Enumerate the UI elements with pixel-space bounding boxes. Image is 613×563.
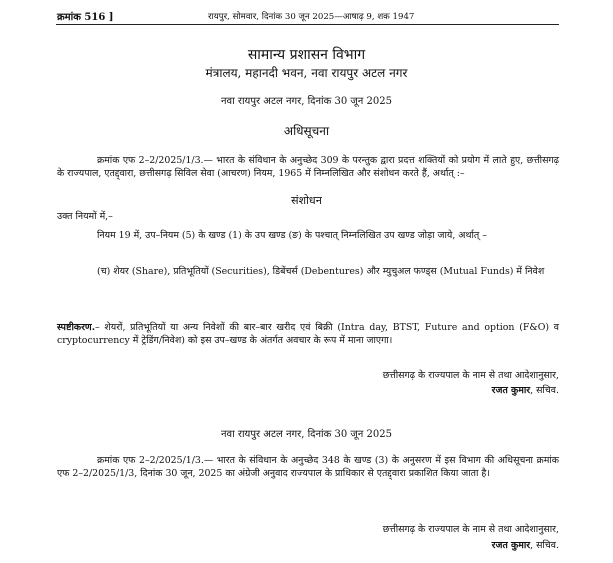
date-line-2: नवा रायपुर अटल नगर, दिनांक 30 जून 2025 [221,429,392,440]
signatory-name-1: रजत कुमार [491,385,531,396]
order-line-2: छत्तीसगढ़ के राज्यपाल के नाम से तथा आदेशानुसार, [382,524,559,535]
signatory-1 [492,383,559,396]
date-line-1: नवा रायपुर अटल नगर, दिनांक 30 जून 2025 [221,96,392,107]
translation-notice: क्रमांक एफ 2–2/2025/1/3.— भारत के संविधान के अनुच्छेद 348 के खण्ड (3) के अनुसरण में इस विभाग की अधिसूचना क्रमांक एफ 2–2/2025/1/3, दिनांक 30 जून, 2025 का अंग्रेजी अनुवाद राज्यपाल के प्राधिकार से एतद्द्वारा प्रकाशित किया जाता है। [57,455,559,480]
gazette-date-line: रायपुर, सोमवार, दिनांक 30 जून 2025—आषाढ़ 9, शक 1947 [208,12,415,22]
explanation-paragraph [57,321,559,348]
issue-number: क्रमांक 516 ] [57,12,114,23]
amendment-title: संशोधन [291,194,322,207]
rule-19-amendment: नियम 19 में, उप–नियम (5) के खण्ड (1) के उप खण्ड (ङ) के पश्चात् निम्नलिखित उप खण्ड जोड़ा जाये, अर्थात् – [97,230,487,241]
header-divider [56,24,559,25]
department-address: मंत्रालय, महानदी भवन, नवा रायपुर अटल नगर [205,66,408,80]
rules-intro: उक्त नियमों में,– [57,211,113,222]
order-line-1: छत्तीसगढ़ के राज्यपाल के नाम से तथा आदेशानुसार, [382,370,559,381]
explanation-text: – शेयरों, प्रतिभूतियों या अन्य निवेशों की बार–बार खरीद एवं बिक्री (Intra day, BTST, Future and option (F&O) व cryptocurrency में ट्रेडिंग/निवेश) को इस उप–खण्ड के अंतर्गत अवचार के रूप में माना जाएगा। [57,322,559,347]
signatory-2 [492,538,559,551]
signatory-designation-2: , सचिव. [530,540,559,551]
signatory-name-2: रजत कुमार [491,540,531,551]
signatory-designation-1: , सचिव. [530,385,559,396]
notification-paragraph: क्रमांक एफ 2–2/2025/1/3.— भारत के संविधान के अनुच्छेद 309 के परन्तुक द्वारा प्रदत्त शक्तियों को प्रयोग में लाते हुए, छत्तीसगढ़ के राज्यपाल, एतद्द्वारा, छत्तीसगढ़ सिविल सेवा (आचरण) नियम, 1965 में निम्नलिखित और संशोधन करते हैं, अर्थात् :– [57,155,559,180]
department-title: सामान्य प्रशासन विभाग [247,47,366,63]
explanation-term: स्पष्टीकरण. [57,322,95,333]
notification-title: अधिसूचना [283,124,330,138]
sub-clause-cha: (च) शेयर (Share), प्रतिभूतियों (Securities), डिबेंचर्स (Debentures) और म्युचुअल फण्ड्स (Mutual Funds) में निवेश [97,266,545,277]
